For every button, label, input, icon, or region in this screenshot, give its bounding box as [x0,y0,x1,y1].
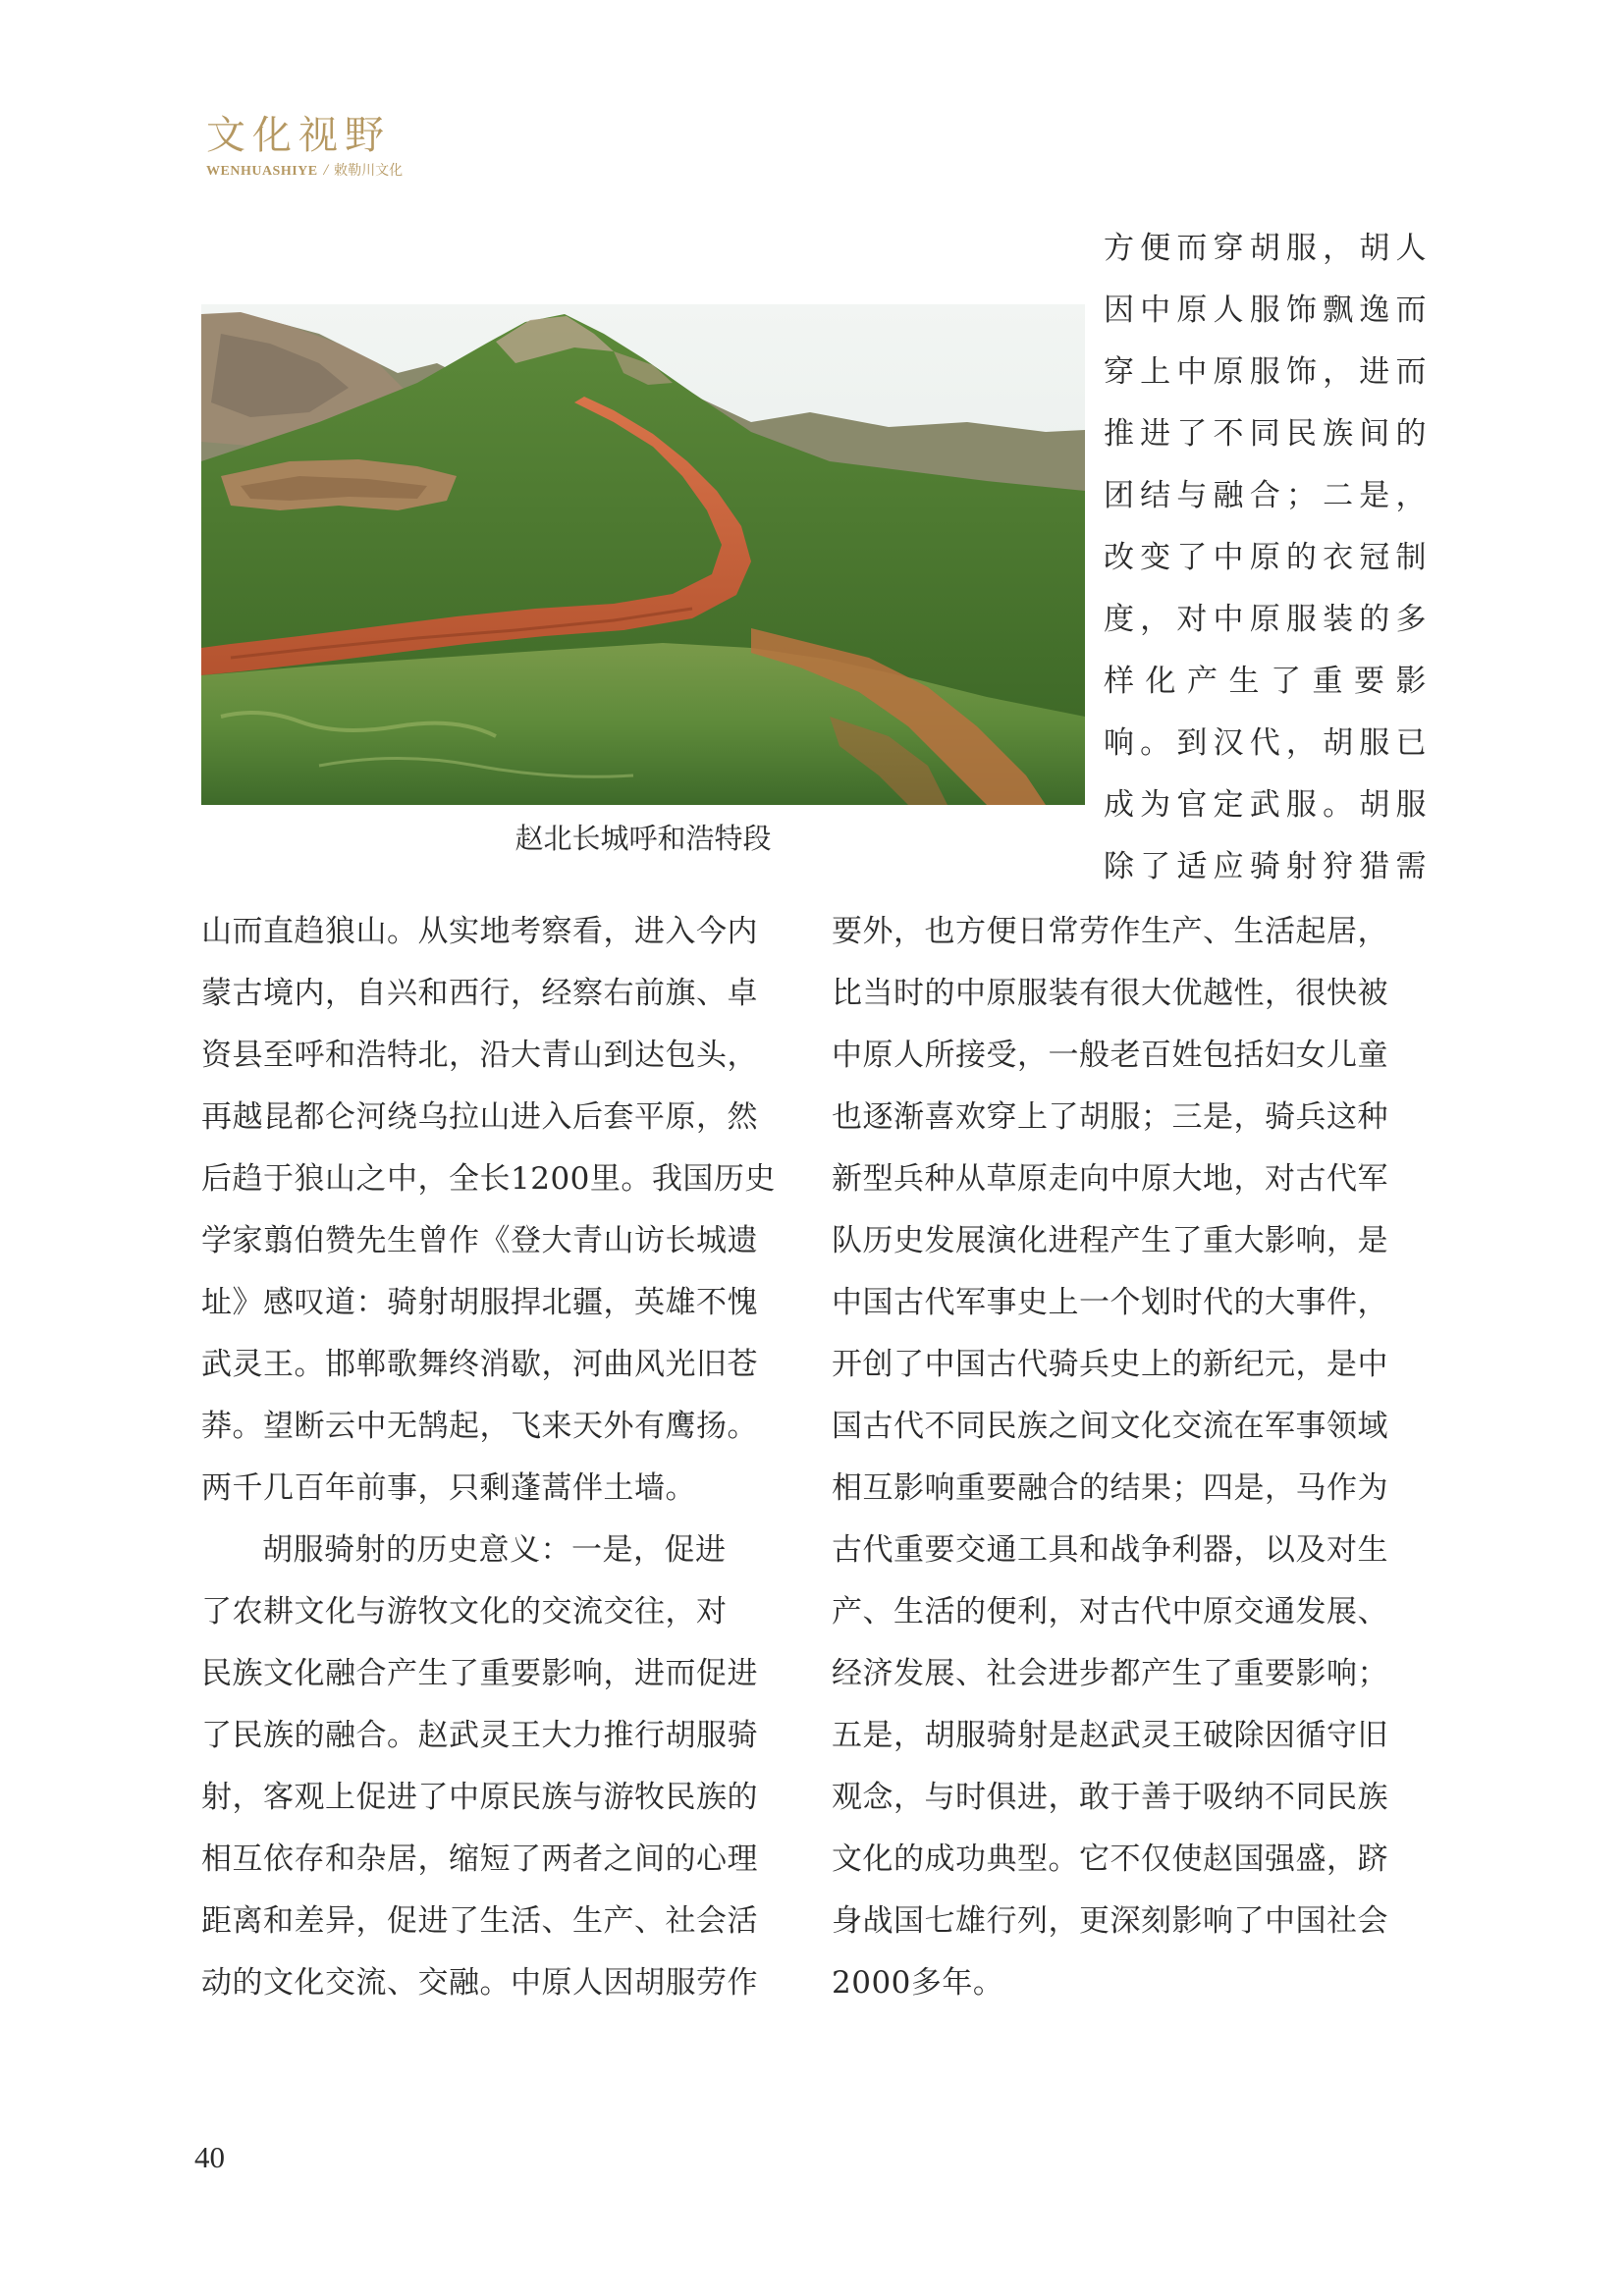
text-line: 距离和差异，促进了生活、生产、社会活 [201,1903,758,1939]
text-line: 穿上中原服饰，进而 [1104,354,1428,390]
text-line: 方便而穿胡服，胡人 [1104,231,1428,266]
page-number: 40 [194,2140,225,2174]
section-title: 文化视野 [206,113,391,158]
text-line: 武灵王。邯郸歌舞终消歇，河曲风光旧苍 [201,1347,758,1382]
paragraph-start-line: 胡服骑射的历史意义：一是，促进 [262,1532,727,1568]
text-line: 山而直趋狼山。从实地考察看，进入今内 [201,914,758,949]
text-line: 响。到汉代，胡服已 [1104,725,1428,761]
text-line: 团结与融合；二是， [1104,478,1428,513]
figure-caption: 赵北长城呼和浩特段 [514,822,772,855]
great-wall-illustration [201,304,1085,805]
text-line: 中原人所接受，一般老百姓包括妇女儿童 [832,1038,1388,1073]
great-wall-photo [201,304,1085,805]
text-line: 中国古代军事史上一个划时代的大事件， [832,1285,1388,1320]
text-line: 相互依存和杂居，缩短了两者之间的心理 [201,1842,758,1877]
right-column-text [832,901,1431,2014]
text-line: 再越昆都仑河绕乌拉山进入后套平原，然 [201,1099,758,1135]
text-line: 国古代不同民族之间文化交流在军事领域 [832,1409,1388,1444]
text-line: 改变了中原的衣冠制 [1104,540,1428,575]
text-line: 两千几百年前事，只剩蓬蒿伴土墙。 [201,1470,696,1506]
text-line: 五是，胡服骑射是赵武灵王破除因循守旧 [832,1718,1388,1753]
section-subtitle-en: WENHUASHIYE [206,164,318,179]
text-line: 也逐渐喜欢穿上了胡服；三是，骑兵这种 [832,1099,1388,1135]
text-line: 度，对中原服装的多 [1104,602,1428,637]
text-line: 动的文化交流、交融。中原人因胡服劳作 [201,1965,758,2001]
text-line: 蒙古境内，自兴和西行，经察右前旗、卓 [201,976,758,1011]
text-line: 因中原人服饰飘逸而 [1104,293,1428,328]
text-line: 样化产生了重要影 [1104,664,1428,699]
text-line: 产、生活的便利，对古代中原交通发展、 [832,1594,1388,1629]
text-line: 了民族的融合。赵武灵王大力推行胡服骑 [201,1718,758,1753]
text-line: 相互影响重要融合的结果；四是，马作为 [832,1470,1388,1506]
text-line: 成为官定武服。胡服 [1104,787,1428,823]
text-line: 址》感叹道：骑射胡服捍北疆，英雄不愧 [201,1285,758,1320]
text-line: 射，客观上促进了中原民族与游牧民族的 [201,1780,758,1815]
text-line: 除了适应骑射狩猎需 [1104,849,1428,884]
text-line: 比当时的中原服装有很大优越性，很快被 [832,976,1388,1011]
text-line: 后趋于狼山之中，全长1200里。我国历史 [201,1161,776,1197]
section-subtitle-slash: / [323,162,329,179]
text-line: 莽。望断云中无鹄起，飞来天外有鹰扬。 [201,1409,758,1444]
text-line: 了农耕文化与游牧文化的交流交往，对 [201,1594,728,1629]
text-line: 队历史发展演化进程产生了重大影响，是 [832,1223,1388,1258]
text-line: 资县至呼和浩特北，沿大青山到达包头， [201,1038,758,1073]
text-line: 经济发展、社会进步都产生了重要影响； [832,1656,1388,1691]
text-line: 观念，与时俱进，敢于善于吸纳不同民族 [832,1780,1388,1815]
text-line: 古代重要交通工具和战争利器，以及对生 [832,1532,1388,1568]
text-line: 开创了中国古代骑兵史上的新纪元，是中 [832,1347,1388,1382]
left-column-text [201,901,810,2014]
text-line: 推进了不同民族间的 [1104,416,1428,452]
section-subtitle-cn: 敕勒川文化 [334,164,404,179]
text-line: 身战国七雄行列，更深刻影响了中国社会 [832,1903,1388,1939]
text-line: 文化的成功典型。它不仅使赵国强盛，跻 [832,1842,1388,1877]
text-line: 要外，也方便日常劳作生产、生活起居， [832,914,1388,949]
text-line: 新型兵种从草原走向中原大地，对古代军 [832,1161,1388,1197]
section-subtitle [206,162,403,181]
text-line: 2000多年。 [832,1965,1004,2001]
text-line: 学家翦伯赞先生曾作《登大青山访长城遗 [201,1223,758,1258]
text-line: 民族文化融合产生了重要影响，进而促进 [201,1656,758,1691]
right-top-text [1104,218,1428,898]
